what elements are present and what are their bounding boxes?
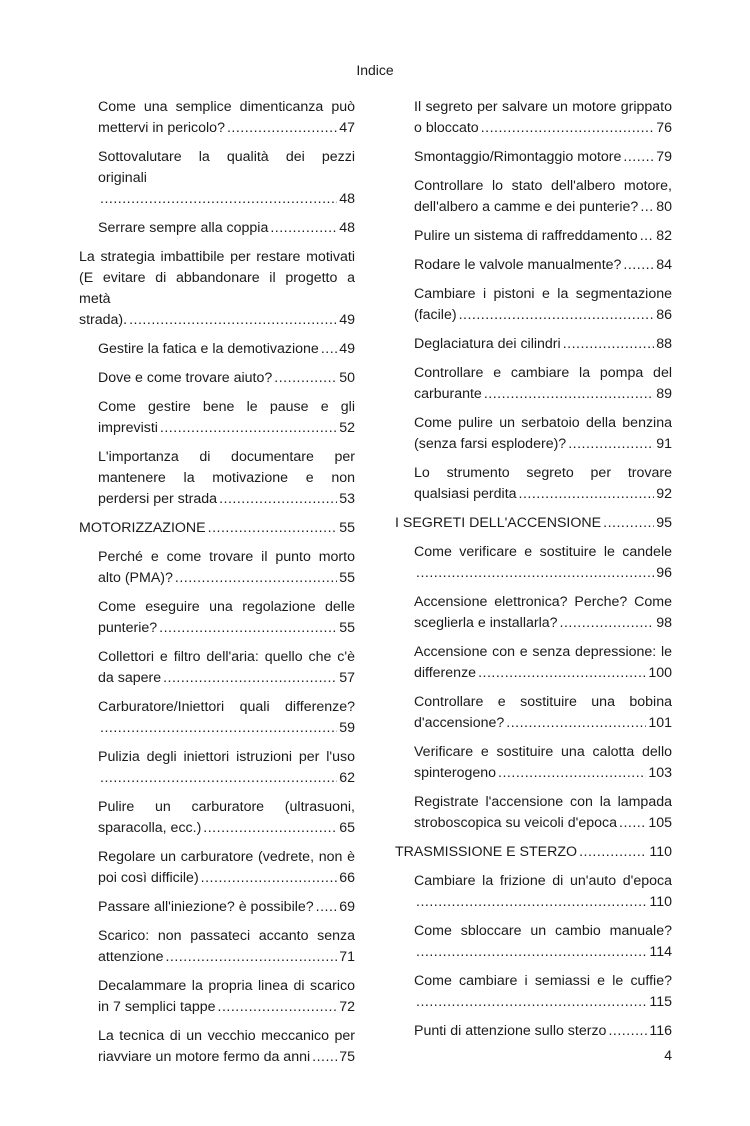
- toc-entry-text: Smontaggio/Rimontaggio motore: [414, 149, 622, 165]
- toc-left-column: [79, 97, 355, 1076]
- toc-entry: [395, 971, 672, 1013]
- toc-entry-last-line: [98, 868, 355, 889]
- toc-entry-page: 88: [656, 336, 672, 352]
- toc-entry-text: I SEGRETI DELL'ACCENSIONE: [395, 515, 602, 531]
- dot-leader: [416, 563, 654, 584]
- toc-entry: [79, 747, 355, 789]
- dot-leader: [481, 118, 655, 139]
- toc-entry-page: 110: [649, 844, 672, 860]
- toc-entry-text: dell'albero a camme e dei punterie?: [414, 199, 639, 215]
- toc-entry-page: 91: [656, 436, 672, 452]
- toc-entry-text: Punti di attenzione sullo sterzo: [414, 1023, 607, 1039]
- toc-entry-page: 79: [656, 149, 672, 165]
- toc-entry-page: 55: [339, 620, 355, 636]
- toc-entry-text: L'importanza di documentare per: [98, 449, 355, 465]
- dot-leader: [459, 305, 655, 326]
- toc-entry-text: Gestire la fatica e la demotivazione: [98, 341, 319, 357]
- toc-entry: [395, 742, 672, 784]
- toc-entry-page: 100: [648, 665, 672, 681]
- toc-entry-last-line: [98, 668, 355, 689]
- toc-entry-page: 110: [649, 894, 672, 910]
- toc-entry-page: 82: [656, 228, 672, 244]
- toc-entry-text: Scarico: non passateci accanto senza: [98, 928, 355, 944]
- dot-leader: [208, 518, 338, 539]
- toc-entry-line: [98, 926, 355, 947]
- toc-entry-line: [414, 463, 672, 484]
- toc-entry-line: [414, 871, 672, 892]
- toc-entry-text: MOTORIZZAZIONE: [79, 520, 206, 536]
- toc-entry-last-line: [98, 768, 355, 789]
- dot-leader: [175, 568, 337, 589]
- toc-right-column: [395, 97, 672, 1050]
- toc-entry: [395, 255, 672, 276]
- toc-entry-line: [98, 747, 355, 768]
- toc-entry: [395, 334, 672, 355]
- dot-leader: [100, 718, 337, 739]
- toc-entry-text: Come cambiare i semiassi e le cuffie?: [414, 973, 672, 989]
- toc-entry-text: Il segreto per salvare un motore grippato: [414, 99, 672, 115]
- toc-entry-line: [79, 247, 355, 268]
- dot-leader: [608, 1021, 647, 1042]
- toc-entry-last-line: [414, 255, 672, 276]
- toc-entry-last-line: [98, 189, 355, 210]
- toc-entry: [79, 797, 355, 839]
- toc-entry-page: 65: [339, 820, 355, 836]
- toc-entry-line: [98, 597, 355, 618]
- dot-leader: [560, 613, 655, 634]
- toc-entry: [79, 697, 355, 739]
- toc-entry-text: poi così difficile): [98, 870, 199, 886]
- toc-entry-line: [98, 847, 355, 868]
- toc-entry-text: Accensione con e senza depressione: le: [414, 644, 672, 660]
- toc-entry-text: strada).: [79, 312, 128, 328]
- toc-entry: [79, 597, 355, 639]
- toc-entry-text: attenzione: [98, 949, 164, 965]
- dot-leader: [159, 618, 337, 639]
- toc-entry-text: mantenere la motivazione e non: [98, 470, 355, 486]
- toc-entry-text: TRASMISSIONE E STERZO: [395, 844, 578, 860]
- toc-entry-page: 89: [656, 386, 672, 402]
- toc-entry-last-line: [414, 713, 672, 734]
- toc-entry-line: [414, 971, 672, 992]
- toc-entry-last-line: [414, 663, 672, 684]
- toc-entry-text: sparacolla, ecc.): [98, 820, 202, 836]
- toc-entry-line: [414, 742, 672, 763]
- dot-leader: [129, 310, 337, 331]
- dot-leader: [498, 763, 646, 784]
- toc-entry-page: 49: [339, 312, 355, 328]
- toc-entry-text: Controllare e cambiare la pompa del: [414, 365, 672, 381]
- dot-leader: [203, 818, 337, 839]
- dot-leader: [478, 663, 646, 684]
- toc-entry-line: [414, 97, 672, 118]
- toc-entry-last-line: [414, 484, 672, 505]
- dot-leader: [219, 489, 337, 510]
- dot-leader: [274, 368, 337, 389]
- dot-leader: [165, 947, 337, 968]
- toc-entry: [395, 842, 672, 863]
- toc-entry: [395, 513, 672, 534]
- dot-leader: [623, 147, 654, 168]
- dot-leader: [640, 197, 654, 218]
- dot-leader: [519, 484, 655, 505]
- toc-entry: [79, 447, 355, 510]
- dot-leader: [623, 255, 654, 276]
- toc-entry-line: [414, 692, 672, 713]
- toc-entry-text: Lo strumento segreto per trovare: [414, 465, 672, 481]
- toc-entry-text: Come pulire un serbatoio della benzina: [414, 415, 672, 431]
- toc-entry-page: 49: [339, 341, 355, 357]
- toc-entry-text: Controllare lo stato dell'albero motore,: [414, 178, 672, 194]
- toc-entry-last-line: [98, 897, 355, 918]
- toc-entry: [79, 247, 355, 331]
- toc-entry-last-line: [414, 942, 672, 963]
- dot-leader: [201, 868, 338, 889]
- toc-entry-line: [98, 797, 355, 818]
- page-header: Indice: [356, 62, 394, 78]
- toc-entry: [395, 692, 672, 734]
- toc-entry-last-line: [414, 563, 672, 584]
- toc-entry-last-line: [98, 718, 355, 739]
- toc-entry-page: 76: [656, 120, 672, 136]
- toc-entry-page: 105: [648, 815, 672, 831]
- toc-entry-last-line: [98, 947, 355, 968]
- toc-entry-line: [414, 542, 672, 563]
- dot-leader: [563, 334, 655, 355]
- toc-entry: [395, 226, 672, 247]
- toc-entry-page: 72: [339, 999, 355, 1015]
- toc-entry-line: [98, 547, 355, 568]
- toc-entry-page: 95: [656, 515, 672, 531]
- toc-entry-text: (senza farsi esplodere)?: [414, 436, 567, 452]
- toc-entry: [79, 1026, 355, 1068]
- toc-entry-text: (E evitare di abbandonare il progetto a metà: [79, 270, 355, 307]
- toc-entry-last-line: [98, 1047, 355, 1068]
- toc-entry-line: [414, 363, 672, 384]
- toc-entry-last-line: [79, 310, 355, 331]
- toc-entry-last-line: [414, 1021, 672, 1042]
- toc-entry-last-line: [395, 513, 672, 534]
- toc-entry-last-line: [98, 997, 355, 1018]
- toc-entry-line: [414, 284, 672, 305]
- dot-leader: [227, 118, 337, 139]
- toc-entry-line: [414, 642, 672, 663]
- toc-entry: [79, 368, 355, 389]
- toc-entry-line: [98, 97, 355, 118]
- toc-entry: [395, 463, 672, 505]
- toc-entry-text: Cambiare la frizione di un'auto d'epoca: [414, 873, 672, 889]
- toc-entry-text: Come gestire bene le pause e gli: [98, 399, 355, 415]
- toc-entry-page: 57: [339, 670, 355, 686]
- toc-entry-last-line: [414, 434, 672, 455]
- toc-entry-page: 114: [649, 944, 672, 960]
- toc-entry-last-line: [414, 197, 672, 218]
- toc-entry-text: Carburatore/Iniettori quali differenze?: [98, 699, 355, 715]
- toc-entry-line: [98, 397, 355, 418]
- toc-entry: [79, 147, 355, 210]
- toc-entry: [79, 897, 355, 918]
- toc-entry-page: 48: [339, 191, 355, 207]
- dot-leader: [619, 813, 646, 834]
- toc-entry-last-line: [414, 305, 672, 326]
- toc-entry: [395, 592, 672, 634]
- toc-entry-text: perdersi per strada: [98, 491, 218, 507]
- toc-entry-line: [79, 268, 355, 310]
- toc-entry-text: Cambiare i pistoni e la segmentazione: [414, 286, 672, 302]
- toc-entry-text: stroboscopica su veicoli d'epoca: [414, 815, 618, 831]
- toc-entry-page: 103: [648, 765, 672, 781]
- dot-leader: [506, 713, 646, 734]
- toc-entry: [395, 97, 672, 139]
- toc-entry-text: La strategia imbattibile per restare motivati: [79, 249, 355, 265]
- toc-entry-text: d'accensione?: [414, 715, 505, 731]
- toc-entry: [79, 518, 355, 539]
- toc-entry-page: 98: [656, 615, 672, 631]
- toc-entry-page: 47: [339, 120, 355, 136]
- toc-entry-text: imprevisti: [98, 420, 158, 436]
- toc-entry: [79, 97, 355, 139]
- dot-leader: [312, 1047, 337, 1068]
- dot-leader: [416, 892, 647, 913]
- page-number: 4: [664, 1047, 672, 1063]
- toc-entry-line: [98, 697, 355, 718]
- toc-entry-text: Registrate l'accensione con la lampada: [414, 794, 672, 810]
- toc-entry-text: Dove e come trovare aiuto?: [98, 370, 273, 386]
- toc-entry-page: 96: [656, 565, 672, 581]
- toc-entry-text: riavviare un motore fermo da anni: [98, 1049, 311, 1065]
- toc-entry: [79, 976, 355, 1018]
- toc-entry-line: [414, 176, 672, 197]
- toc-entry-last-line: [414, 334, 672, 355]
- toc-entry-page: 80: [656, 199, 672, 215]
- toc-entry-line: [98, 1026, 355, 1047]
- toc-entry-last-line: [414, 384, 672, 405]
- toc-entry: [395, 921, 672, 963]
- toc-entry-page: 71: [339, 949, 355, 965]
- toc-entry-page: 115: [649, 994, 672, 1010]
- toc-entry-line: [98, 976, 355, 997]
- toc-entry-last-line: [98, 489, 355, 510]
- toc-entry: [79, 218, 355, 239]
- toc-entry: [395, 413, 672, 455]
- toc-entry-page: 55: [339, 570, 355, 586]
- dot-leader: [579, 842, 647, 863]
- toc-entry-text: Come verificare e sostituire le candele: [414, 544, 672, 560]
- toc-entry-page: 86: [656, 307, 672, 323]
- toc-entry: [395, 176, 672, 218]
- toc-entry-text: Pulizia degli iniettori istruzioni per l'uso: [98, 749, 355, 765]
- toc-entry-line: [414, 792, 672, 813]
- toc-entry-text: alto (PMA)?: [98, 570, 173, 586]
- dot-leader: [484, 384, 654, 405]
- toc-entry: [79, 547, 355, 589]
- toc-entry-last-line: [414, 992, 672, 1013]
- toc-entry-last-line: [98, 418, 355, 439]
- toc-entry-last-line: [414, 613, 672, 634]
- toc-entry-line: [98, 647, 355, 668]
- toc-entry-text: qualsiasi perdita: [414, 486, 517, 502]
- toc-entry: [79, 397, 355, 439]
- toc-entry-text: Come una semplice dimenticanza può: [98, 99, 355, 115]
- toc-entry-text: Decalammare la propria linea di scarico: [98, 978, 355, 994]
- toc-entry: [395, 1021, 672, 1042]
- toc-entry-text: Pulire un sistema di raffreddamento: [414, 228, 638, 244]
- toc-entry-text: mettervi in pericolo?: [98, 120, 225, 136]
- toc-entry-page: 53: [339, 491, 355, 507]
- toc-entry: [79, 847, 355, 889]
- toc-entry-last-line: [98, 368, 355, 389]
- toc-entry-text: Controllare e sostituire una bobina: [414, 694, 672, 710]
- dot-leader: [160, 418, 337, 439]
- dot-leader: [568, 434, 654, 455]
- toc-entry-last-line: [98, 218, 355, 239]
- toc-entry-text: Perché e come trovare il punto morto: [98, 549, 355, 565]
- toc-entry-last-line: [98, 118, 355, 139]
- toc-entry-page: 59: [339, 720, 355, 736]
- toc-entry-line: [414, 592, 672, 613]
- toc-entry-text: carburante: [414, 386, 482, 402]
- toc-entry-text: Serrare sempre alla coppia: [98, 220, 269, 236]
- toc-entry: [79, 647, 355, 689]
- toc-entry-text: Regolare un carburatore (vedrete, non è: [98, 849, 355, 865]
- dot-leader: [321, 339, 337, 360]
- toc-entry-line: [98, 468, 355, 489]
- toc-entry-page: 92: [656, 486, 672, 502]
- toc-entry-page: 52: [339, 420, 355, 436]
- toc-entry-page: 55: [339, 520, 355, 536]
- toc-entry-text: punterie?: [98, 620, 158, 636]
- toc-entry-page: 84: [656, 257, 672, 273]
- toc-entry: [395, 792, 672, 834]
- toc-entry: [395, 542, 672, 584]
- toc-entry: [395, 642, 672, 684]
- toc-entry-text: Accensione elettronica? Perche? Come: [414, 594, 672, 610]
- toc-entry-last-line: [414, 147, 672, 168]
- toc-entry-page: 101: [648, 715, 672, 731]
- toc-entry-line: [414, 413, 672, 434]
- toc-entry-line: [98, 147, 355, 189]
- toc-entry-last-line: [98, 568, 355, 589]
- toc-entry-last-line: [414, 763, 672, 784]
- toc-entry-text: spinterogeno: [414, 765, 497, 781]
- toc-entry-page: 69: [339, 899, 355, 915]
- toc-entry: [395, 871, 672, 913]
- toc-entry-page: 116: [649, 1023, 672, 1039]
- toc-entry-text: Deglaciatura dei cilindri: [414, 336, 561, 352]
- toc-entry-last-line: [414, 226, 672, 247]
- toc-entry-last-line: [414, 813, 672, 834]
- dot-leader: [100, 768, 337, 789]
- toc-entry-last-line: [98, 818, 355, 839]
- toc-entry-text: sceglierla e installarla?: [414, 615, 558, 631]
- toc-entry-text: differenze: [414, 665, 477, 681]
- toc-entry-page: 75: [339, 1049, 355, 1065]
- toc-entry-text: Passare all'iniezione? è possibile?: [98, 899, 314, 915]
- toc-entry-last-line: [98, 618, 355, 639]
- toc-entry-text: La tecnica di un vecchio meccanico per: [98, 1028, 355, 1044]
- toc-entry-text: in 7 semplici tappe: [98, 999, 216, 1015]
- toc-entry-text: Collettori e filtro dell'aria: quello che c'è: [98, 649, 355, 665]
- toc-entry-page: 50: [339, 370, 355, 386]
- dot-leader: [100, 189, 337, 210]
- dot-leader: [163, 668, 337, 689]
- toc-entry-text: Come sbloccare un cambio manuale?: [414, 923, 672, 939]
- toc-entry: [79, 339, 355, 360]
- toc-entry-text: Sottovalutare la qualità dei pezzi originali: [98, 149, 355, 186]
- toc-entry-text: Rodare le valvole manualmente?: [414, 257, 622, 273]
- dot-leader: [416, 942, 647, 963]
- dot-leader: [416, 992, 647, 1013]
- toc-entry-page: 66: [339, 870, 355, 886]
- dot-leader: [603, 513, 654, 534]
- toc-entry-last-line: [98, 339, 355, 360]
- toc-entry-line: [98, 447, 355, 468]
- toc-entry-text: o bloccato: [414, 120, 479, 136]
- dot-leader: [640, 226, 655, 247]
- toc-entry-last-line: [79, 518, 355, 539]
- toc-entry-last-line: [414, 118, 672, 139]
- toc-entry-page: 62: [339, 770, 355, 786]
- toc-entry-last-line: [395, 842, 672, 863]
- toc-entry-text: da sapere: [98, 670, 162, 686]
- toc-entry-line: [414, 921, 672, 942]
- dot-leader: [316, 897, 338, 918]
- toc-entry: [395, 147, 672, 168]
- toc-entry-text: Come eseguire una regolazione delle: [98, 599, 355, 615]
- toc-entry: [395, 363, 672, 405]
- toc-entry-page: 48: [339, 220, 355, 236]
- toc-entry-text: Verificare e sostituire una calotta dello: [414, 744, 672, 760]
- toc-entry-last-line: [414, 892, 672, 913]
- dot-leader: [270, 218, 337, 239]
- toc-entry-text: (facile): [414, 307, 457, 323]
- toc-entry: [79, 926, 355, 968]
- toc-entry: [395, 284, 672, 326]
- toc-entry-text: Pulire un carburatore (ultrasuoni,: [98, 799, 355, 815]
- dot-leader: [218, 997, 338, 1018]
